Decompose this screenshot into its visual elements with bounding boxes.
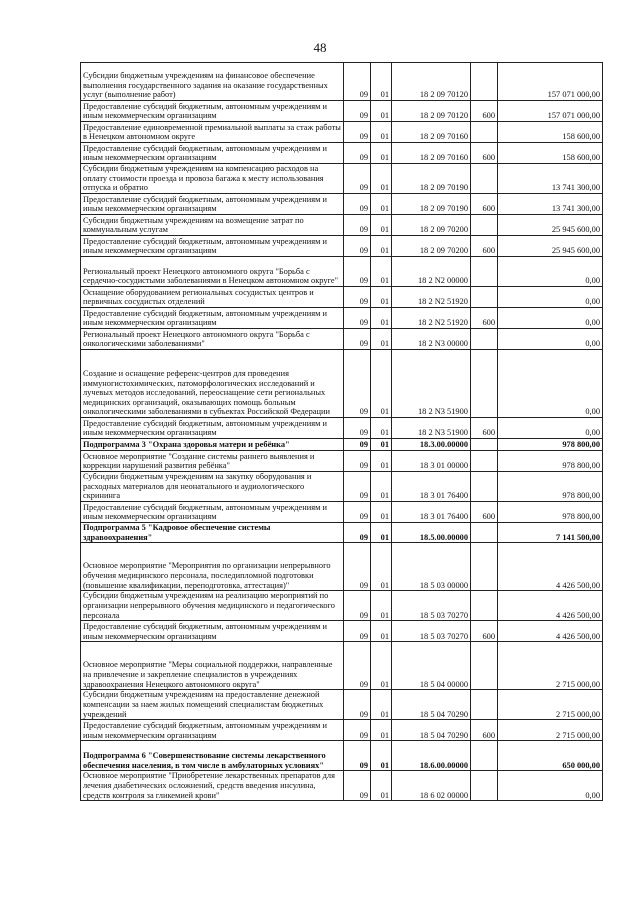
row-description: Предоставление субсидий бюджетным, автономным учреждениям и иным некоммерческим организациям bbox=[81, 621, 344, 642]
row-amount: 157 071 000,00 bbox=[498, 101, 603, 122]
table-row bbox=[81, 236, 603, 257]
row-target-article: 18 2 09 70120 bbox=[392, 63, 471, 101]
row-description: Основное мероприятие "Приобретение лекарственных препаратов для лечения диабетических осложнений, средств введения инсулина, средств контроля за гликемией крови" bbox=[81, 771, 344, 801]
row-subsection-code: 01 bbox=[371, 439, 392, 451]
row-amount: 650 000,00 bbox=[498, 741, 603, 771]
row-description: Субсидии бюджетным учреждениям на возмещение затрат по коммунальным услугам bbox=[81, 215, 344, 236]
row-target-article: 18 2 N2 51920 bbox=[392, 287, 471, 308]
row-subsection-code: 01 bbox=[371, 451, 392, 472]
row-expense-type bbox=[471, 690, 498, 720]
row-expense-type: 600 bbox=[471, 194, 498, 215]
row-target-article: 18 2 09 70120 bbox=[392, 101, 471, 122]
row-section-code: 09 bbox=[344, 122, 371, 143]
row-section-code: 09 bbox=[344, 236, 371, 257]
row-subsection-code: 01 bbox=[371, 543, 392, 591]
row-subsection-code: 01 bbox=[371, 215, 392, 236]
row-section-code: 09 bbox=[344, 439, 371, 451]
row-section-code: 09 bbox=[344, 63, 371, 101]
row-target-article: 18 2 N2 51920 bbox=[392, 308, 471, 329]
row-subsection-code: 01 bbox=[371, 350, 392, 418]
row-expense-type bbox=[471, 287, 498, 308]
row-subsection-code: 01 bbox=[371, 287, 392, 308]
table-row bbox=[81, 642, 603, 690]
row-subsection-code: 01 bbox=[371, 63, 392, 101]
row-target-article: 18 2 09 70190 bbox=[392, 194, 471, 215]
row-description: Предоставление субсидий бюджетным, автономным учреждениям и иным некоммерческим организациям bbox=[81, 308, 344, 329]
row-section-code: 09 bbox=[344, 523, 371, 543]
row-section-code: 09 bbox=[344, 287, 371, 308]
row-section-code: 09 bbox=[344, 143, 371, 164]
table-row bbox=[81, 621, 603, 642]
row-expense-type bbox=[471, 164, 498, 194]
row-description: Основное мероприятие "Создание системы раннего выявления и коррекции нарушений развития ребёнка" bbox=[81, 451, 344, 472]
row-expense-type bbox=[471, 523, 498, 543]
page-number: 48 bbox=[313, 40, 327, 55]
row-section-code: 09 bbox=[344, 329, 371, 350]
row-description: Предоставление субсидий бюджетным, автономным учреждениям и иным некоммерческим организациям bbox=[81, 236, 344, 257]
row-description: Создание и оснащение референс-центров для проведения иммуногистохимических, патоморфологических исследований и лучевых методов исследований, переоснащение сети региональных медицинских организаций, оказывающих помощь больным онкологическими заболеваниями в субъектах Российской Федерации bbox=[81, 350, 344, 418]
row-target-article: 18 5 03 00000 bbox=[392, 543, 471, 591]
row-subsection-code: 01 bbox=[371, 621, 392, 642]
row-section-code: 09 bbox=[344, 472, 371, 502]
row-target-article: 18 2 N2 00000 bbox=[392, 257, 471, 287]
table-row bbox=[81, 164, 603, 194]
row-description: Подпрограмма 5 "Кадровое обеспечение системы здравоохранения" bbox=[81, 523, 344, 543]
row-expense-type: 600 bbox=[471, 308, 498, 329]
row-target-article: 18 2 09 70200 bbox=[392, 236, 471, 257]
row-subsection-code: 01 bbox=[371, 164, 392, 194]
row-description: Субсидии бюджетным учреждениям на реализацию мероприятий по организации непрерывного обучения медицинского и педагогического персонала bbox=[81, 591, 344, 621]
row-subsection-code: 01 bbox=[371, 143, 392, 164]
table-row bbox=[81, 122, 603, 143]
row-section-code: 09 bbox=[344, 215, 371, 236]
row-amount: 158 600,00 bbox=[498, 143, 603, 164]
row-expense-type: 600 bbox=[471, 621, 498, 642]
row-section-code: 09 bbox=[344, 690, 371, 720]
row-subsection-code: 01 bbox=[371, 591, 392, 621]
row-section-code: 09 bbox=[344, 350, 371, 418]
table-row bbox=[81, 215, 603, 236]
table-row bbox=[81, 591, 603, 621]
row-section-code: 09 bbox=[344, 451, 371, 472]
row-expense-type bbox=[471, 472, 498, 502]
row-subsection-code: 01 bbox=[371, 690, 392, 720]
table-row bbox=[81, 543, 603, 591]
row-expense-type: 600 bbox=[471, 418, 498, 439]
table-row bbox=[81, 63, 603, 101]
row-description: Субсидии бюджетным учреждениям на компенсацию расходов на оплату стоимости проезда и провоза багажа к месту использования отпуска и обратно bbox=[81, 164, 344, 194]
row-subsection-code: 01 bbox=[371, 329, 392, 350]
row-expense-type bbox=[471, 771, 498, 801]
row-amount: 0,00 bbox=[498, 329, 603, 350]
table-row bbox=[81, 257, 603, 287]
subprogram-row bbox=[81, 439, 603, 451]
row-expense-type bbox=[471, 642, 498, 690]
row-target-article: 18 2 N3 51900 bbox=[392, 350, 471, 418]
row-description: Региональный проект Ненецкого автономного округа "Борьба с онкологическими заболеваниями" bbox=[81, 329, 344, 350]
row-description: Основное мероприятие "Мероприятия по организации непрерывного обучения медицинского персонала, последипломной подготовки (повышение квалификации, переподготовка, аттестация)" bbox=[81, 543, 344, 591]
row-target-article: 18 3 01 76400 bbox=[392, 472, 471, 502]
row-amount: 978 800,00 bbox=[498, 502, 603, 523]
row-amount: 978 800,00 bbox=[498, 451, 603, 472]
row-target-article: 18 2 09 70200 bbox=[392, 215, 471, 236]
row-subsection-code: 01 bbox=[371, 771, 392, 801]
row-description: Предоставление субсидий бюджетным, автономным учреждениям и иным некоммерческим организациям bbox=[81, 101, 344, 122]
row-amount: 4 426 500,00 bbox=[498, 543, 603, 591]
row-description: Подпрограмма 3 "Охрана здоровья матери и ребёнка" bbox=[81, 439, 344, 451]
row-description: Региональный проект Ненецкого автономного округа "Борьба с сердечно-сосудистыми заболеваниями в Ненецком автономном округе" bbox=[81, 257, 344, 287]
row-subsection-code: 01 bbox=[371, 418, 392, 439]
row-expense-type: 600 bbox=[471, 236, 498, 257]
row-description: Предоставление единовременной премиальной выплаты за стаж работы в Ненецком автономном округе bbox=[81, 122, 344, 143]
row-amount: 0,00 bbox=[498, 308, 603, 329]
row-section-code: 09 bbox=[344, 308, 371, 329]
table-row bbox=[81, 771, 603, 801]
row-amount: 4 426 500,00 bbox=[498, 591, 603, 621]
row-target-article: 18 2 09 70160 bbox=[392, 122, 471, 143]
row-subsection-code: 01 bbox=[371, 720, 392, 741]
row-expense-type: 600 bbox=[471, 143, 498, 164]
row-section-code: 09 bbox=[344, 771, 371, 801]
row-subsection-code: 01 bbox=[371, 194, 392, 215]
row-subsection-code: 01 bbox=[371, 642, 392, 690]
row-expense-type bbox=[471, 591, 498, 621]
table-row bbox=[81, 194, 603, 215]
row-description: Предоставление субсидий бюджетным, автономным учреждениям и иным некоммерческим организациям bbox=[81, 418, 344, 439]
row-target-article: 18.5.00.00000 bbox=[392, 523, 471, 543]
row-target-article: 18 2 N3 00000 bbox=[392, 329, 471, 350]
row-section-code: 09 bbox=[344, 720, 371, 741]
row-expense-type: 600 bbox=[471, 101, 498, 122]
row-expense-type bbox=[471, 122, 498, 143]
row-subsection-code: 01 bbox=[371, 502, 392, 523]
row-target-article: 18 3 01 00000 bbox=[392, 451, 471, 472]
row-amount: 2 715 000,00 bbox=[498, 642, 603, 690]
row-section-code: 09 bbox=[344, 257, 371, 287]
row-subsection-code: 01 bbox=[371, 122, 392, 143]
row-section-code: 09 bbox=[344, 621, 371, 642]
table-row bbox=[81, 720, 603, 741]
row-amount: 978 800,00 bbox=[498, 472, 603, 502]
row-expense-type bbox=[471, 257, 498, 287]
row-subsection-code: 01 bbox=[371, 308, 392, 329]
row-subsection-code: 01 bbox=[371, 741, 392, 771]
row-subsection-code: 01 bbox=[371, 523, 392, 543]
row-subsection-code: 01 bbox=[371, 101, 392, 122]
row-target-article: 18 5 03 70270 bbox=[392, 591, 471, 621]
row-amount: 25 945 600,00 bbox=[498, 215, 603, 236]
row-target-article: 18.3.00.00000 bbox=[392, 439, 471, 451]
row-description: Субсидии бюджетным учреждениям на предоставление денежной компенсации за наем жилых помещений специалистам бюджетных учреждений bbox=[81, 690, 344, 720]
row-expense-type bbox=[471, 451, 498, 472]
row-section-code: 09 bbox=[344, 194, 371, 215]
row-amount: 0,00 bbox=[498, 287, 603, 308]
row-expense-type bbox=[471, 215, 498, 236]
row-amount: 0,00 bbox=[498, 350, 603, 418]
budget-table bbox=[80, 62, 603, 801]
row-description: Предоставление субсидий бюджетным, автономным учреждениям и иным некоммерческим организациям bbox=[81, 143, 344, 164]
row-subsection-code: 01 bbox=[371, 472, 392, 502]
row-expense-type bbox=[471, 63, 498, 101]
row-target-article: 18 6 02 00000 bbox=[392, 771, 471, 801]
table-row bbox=[81, 101, 603, 122]
row-section-code: 09 bbox=[344, 543, 371, 591]
row-amount: 0,00 bbox=[498, 257, 603, 287]
table-row bbox=[81, 502, 603, 523]
row-target-article: 18 2 N3 51900 bbox=[392, 418, 471, 439]
subprogram-row bbox=[81, 523, 603, 543]
budget-table-body bbox=[81, 63, 603, 801]
table-row bbox=[81, 143, 603, 164]
row-expense-type bbox=[471, 741, 498, 771]
row-expense-type bbox=[471, 439, 498, 451]
row-expense-type bbox=[471, 543, 498, 591]
row-amount: 7 141 500,00 bbox=[498, 523, 603, 543]
row-target-article: 18 3 01 76400 bbox=[392, 502, 471, 523]
row-target-article: 18.6.00.00000 bbox=[392, 741, 471, 771]
row-description: Подпрограмма 6 "Совершенствование системы лекарственного обеспечения населения, в том числе в амбулаторных условиях" bbox=[81, 741, 344, 771]
table-row bbox=[81, 350, 603, 418]
row-amount: 978 800,00 bbox=[498, 439, 603, 451]
row-section-code: 09 bbox=[344, 642, 371, 690]
table-row bbox=[81, 287, 603, 308]
row-expense-type: 600 bbox=[471, 720, 498, 741]
row-description: Предоставление субсидий бюджетным, автономным учреждениям и иным некоммерческим организациям bbox=[81, 720, 344, 741]
row-description: Субсидии бюджетным учреждениям на закупку оборудования и расходных материалов для неонатального и аудиологического скрининга bbox=[81, 472, 344, 502]
table-row bbox=[81, 418, 603, 439]
row-target-article: 18 5 04 70290 bbox=[392, 720, 471, 741]
row-description: Предоставление субсидий бюджетным, автономным учреждениям и иным некоммерческим организациям bbox=[81, 194, 344, 215]
row-subsection-code: 01 bbox=[371, 257, 392, 287]
row-expense-type bbox=[471, 350, 498, 418]
table-row bbox=[81, 472, 603, 502]
row-section-code: 09 bbox=[344, 164, 371, 194]
row-target-article: 18 5 03 70270 bbox=[392, 621, 471, 642]
row-amount: 157 071 000,00 bbox=[498, 63, 603, 101]
row-amount: 0,00 bbox=[498, 418, 603, 439]
row-section-code: 09 bbox=[344, 502, 371, 523]
row-section-code: 09 bbox=[344, 101, 371, 122]
subprogram-row bbox=[81, 741, 603, 771]
row-amount: 2 715 000,00 bbox=[498, 690, 603, 720]
row-amount: 25 945 600,00 bbox=[498, 236, 603, 257]
row-amount: 4 426 500,00 bbox=[498, 621, 603, 642]
row-subsection-code: 01 bbox=[371, 236, 392, 257]
row-target-article: 18 2 09 70190 bbox=[392, 164, 471, 194]
row-description: Оснащение оборудованием региональных сосудистых центров и первичных сосудистых отделений bbox=[81, 287, 344, 308]
row-description: Основное мероприятие "Меры социальной поддержки, направленные на привлечение и закрепление специалистов в учреждениях здравоохранения Ненецкого автономного округа" bbox=[81, 642, 344, 690]
row-description: Предоставление субсидий бюджетным, автономным учреждениям и иным некоммерческим организациям bbox=[81, 502, 344, 523]
row-target-article: 18 2 09 70160 bbox=[392, 143, 471, 164]
row-amount: 2 715 000,00 bbox=[498, 720, 603, 741]
table-row bbox=[81, 329, 603, 350]
row-amount: 0,00 bbox=[498, 771, 603, 801]
row-description: Субсидии бюджетным учреждениям на финансовое обеспечение выполнения государственного задания на оказание государственных услуг (выполнение работ) bbox=[81, 63, 344, 101]
row-section-code: 09 bbox=[344, 591, 371, 621]
row-section-code: 09 bbox=[344, 418, 371, 439]
table-row bbox=[81, 690, 603, 720]
row-amount: 13 741 300,00 bbox=[498, 194, 603, 215]
row-expense-type bbox=[471, 329, 498, 350]
row-amount: 13 741 300,00 bbox=[498, 164, 603, 194]
row-amount: 158 600,00 bbox=[498, 122, 603, 143]
row-expense-type: 600 bbox=[471, 502, 498, 523]
table-row bbox=[81, 451, 603, 472]
table-row bbox=[81, 308, 603, 329]
row-target-article: 18 5 04 70290 bbox=[392, 690, 471, 720]
row-target-article: 18 5 04 00000 bbox=[392, 642, 471, 690]
row-section-code: 09 bbox=[344, 741, 371, 771]
